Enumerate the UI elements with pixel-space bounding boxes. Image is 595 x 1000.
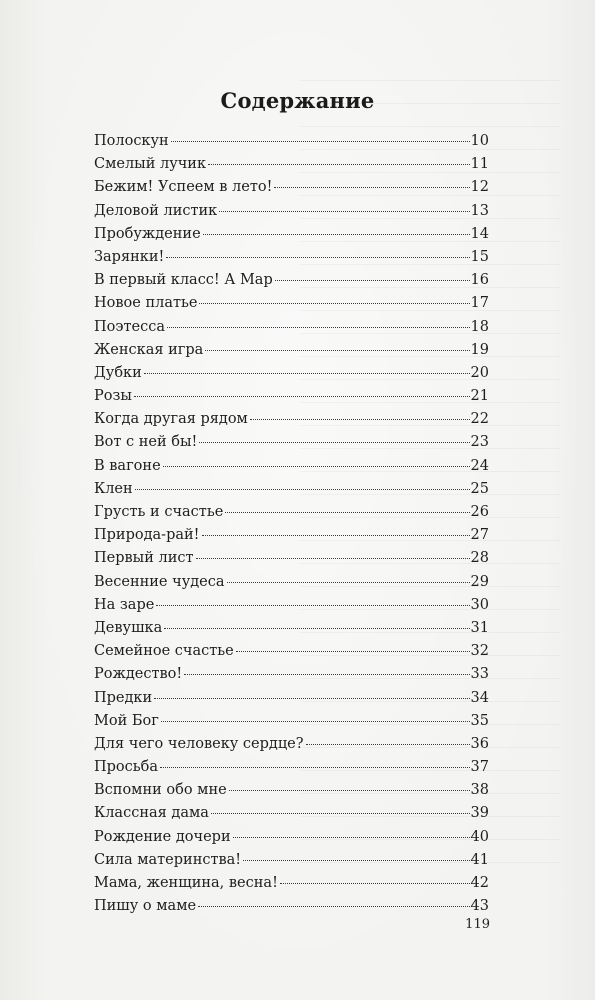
toc-entry-title: Мама, женщина, весна! bbox=[94, 875, 278, 891]
toc-entry-page: 42 bbox=[470, 875, 489, 891]
toc-entry-page: 14 bbox=[470, 225, 489, 242]
page-title: Содержание bbox=[220, 88, 375, 113]
dot-leader bbox=[227, 582, 470, 583]
dot-leader bbox=[306, 744, 470, 745]
toc-entry-title: Природа-рай! bbox=[94, 527, 200, 544]
toc-entry-title: Рождество! bbox=[94, 666, 183, 683]
toc-entry-title: Когда другая рядом bbox=[94, 411, 248, 428]
dot-leader bbox=[275, 280, 470, 281]
toc-entry-title: Девушка bbox=[94, 619, 163, 636]
toc-entry-title: Смелый лучик bbox=[94, 156, 207, 173]
toc-entry-title: На заре bbox=[94, 596, 155, 613]
toc-entry-title: Женская игра bbox=[94, 341, 204, 358]
toc-entry-title: Весенние чудеса bbox=[94, 573, 225, 590]
dot-leader bbox=[211, 813, 470, 814]
dot-leader bbox=[198, 906, 469, 907]
toc-entry-page: 18 bbox=[470, 318, 489, 335]
toc-entry-page: 34 bbox=[470, 689, 489, 706]
toc-entry bbox=[94, 365, 489, 388]
dot-leader bbox=[135, 489, 470, 490]
toc-entry bbox=[94, 458, 489, 481]
dot-leader bbox=[161, 721, 470, 722]
toc-entry bbox=[94, 388, 489, 411]
toc-entry-title: Клен bbox=[94, 480, 133, 497]
toc-entry bbox=[94, 156, 489, 179]
toc-entry-page: 13 bbox=[470, 202, 489, 219]
toc-entry-title: Рождение дочери bbox=[94, 828, 231, 845]
toc-entry bbox=[94, 133, 489, 156]
table-of-contents bbox=[94, 133, 489, 921]
toc-entry bbox=[94, 527, 489, 550]
toc-entry-title: Классная дама bbox=[94, 805, 209, 822]
dot-leader bbox=[233, 837, 470, 838]
toc-entry-page: 27 bbox=[470, 527, 489, 544]
toc-entry bbox=[94, 805, 489, 828]
toc-entry-page: 39 bbox=[470, 805, 489, 822]
toc-entry bbox=[94, 597, 489, 620]
toc-entry-page: 31 bbox=[470, 619, 489, 636]
toc-entry-title: В вагоне bbox=[94, 457, 161, 474]
toc-entry bbox=[94, 666, 489, 689]
toc-entry-title: Мой Бог bbox=[94, 712, 159, 729]
dot-leader bbox=[243, 860, 469, 861]
dot-leader bbox=[154, 698, 469, 699]
toc-entry bbox=[94, 782, 489, 805]
toc-entry bbox=[94, 620, 489, 643]
toc-entry-page: 16 bbox=[470, 272, 489, 289]
toc-entry-page: 24 bbox=[470, 457, 489, 474]
dot-leader bbox=[184, 674, 469, 675]
dot-leader bbox=[171, 141, 470, 142]
toc-entry bbox=[94, 226, 489, 249]
toc-entry bbox=[94, 713, 489, 736]
toc-entry-page: 43 bbox=[470, 898, 489, 915]
toc-entry-title: Бежим! Успеем в лето! bbox=[94, 179, 273, 196]
toc-entry-title: Первый лист bbox=[94, 550, 194, 567]
toc-entry-page: 22 bbox=[470, 411, 489, 428]
dot-leader bbox=[280, 883, 470, 884]
toc-entry-page: 30 bbox=[470, 596, 489, 613]
dot-leader bbox=[236, 651, 470, 652]
toc-entry bbox=[94, 203, 489, 226]
dot-leader bbox=[219, 211, 469, 212]
toc-entry-title: Зарянки! bbox=[94, 248, 165, 265]
toc-entry bbox=[94, 249, 489, 272]
toc-entry-title: Деловой листик bbox=[94, 202, 218, 219]
dot-leader bbox=[199, 442, 469, 443]
toc-entry bbox=[94, 295, 489, 318]
toc-entry-page: 12 bbox=[470, 179, 489, 196]
toc-entry bbox=[94, 411, 489, 434]
toc-entry bbox=[94, 342, 489, 365]
toc-entry bbox=[94, 550, 489, 573]
toc-entry-page: 32 bbox=[470, 643, 489, 660]
toc-entry bbox=[94, 875, 489, 898]
toc-entry-title: Предки bbox=[94, 689, 153, 706]
toc-entry bbox=[94, 643, 489, 666]
dot-leader bbox=[250, 419, 470, 420]
dot-leader bbox=[203, 234, 470, 235]
toc-entry-page: 41 bbox=[470, 851, 489, 868]
dot-leader bbox=[144, 373, 470, 374]
toc-entry-page: 17 bbox=[470, 295, 489, 312]
toc-entry-page: 20 bbox=[470, 364, 489, 381]
toc-entry-page: 37 bbox=[470, 759, 489, 776]
dot-leader bbox=[208, 164, 470, 165]
toc-entry-title: Полоскун bbox=[94, 133, 169, 149]
toc-entry-page: 40 bbox=[470, 828, 489, 845]
toc-entry-title: В первый класс! А Мар bbox=[94, 272, 273, 289]
toc-entry-title: Пишу о маме bbox=[94, 898, 197, 915]
dot-leader bbox=[229, 790, 470, 791]
toc-entry-page: 36 bbox=[470, 735, 489, 752]
dot-leader bbox=[163, 466, 470, 467]
toc-entry bbox=[94, 574, 489, 597]
toc-entry bbox=[94, 898, 489, 921]
toc-entry-title: Семейное счастье bbox=[94, 643, 234, 660]
toc-entry-page: 19 bbox=[470, 341, 489, 358]
toc-entry-page: 10 bbox=[470, 133, 489, 149]
dot-leader bbox=[156, 605, 469, 606]
toc-entry-page: 28 bbox=[470, 550, 489, 567]
toc-entry-title: Новое платье bbox=[94, 295, 198, 312]
dot-leader bbox=[199, 303, 469, 304]
toc-entry-title: Просьба bbox=[94, 759, 159, 776]
toc-entry bbox=[94, 481, 489, 504]
toc-entry bbox=[94, 829, 489, 852]
toc-entry-title: Розы bbox=[94, 388, 132, 405]
dot-leader bbox=[166, 257, 469, 258]
dot-leader bbox=[202, 535, 470, 536]
toc-entry-page: 33 bbox=[470, 666, 489, 683]
toc-entry bbox=[94, 319, 489, 342]
dot-leader bbox=[196, 558, 470, 559]
toc-entry bbox=[94, 179, 489, 202]
toc-entry bbox=[94, 272, 489, 295]
toc-entry bbox=[94, 852, 489, 875]
dot-leader bbox=[274, 187, 469, 188]
toc-entry-title: Вот с ней бы! bbox=[94, 434, 198, 451]
toc-entry bbox=[94, 690, 489, 713]
toc-entry-title: Дубки bbox=[94, 364, 142, 381]
dot-leader bbox=[167, 327, 470, 328]
toc-entry-page: 11 bbox=[470, 156, 489, 173]
toc-entry bbox=[94, 504, 489, 527]
toc-entry-page: 29 bbox=[470, 573, 489, 590]
dot-leader bbox=[164, 628, 469, 629]
toc-entry-title: Вспомни обо мне bbox=[94, 782, 227, 799]
toc-entry-title: Для чего человеку сердце? bbox=[94, 735, 304, 752]
toc-entry bbox=[94, 759, 489, 782]
dot-leader bbox=[160, 767, 470, 768]
toc-entry-page: 26 bbox=[470, 504, 489, 520]
dot-leader bbox=[225, 512, 469, 513]
dot-leader bbox=[134, 396, 470, 397]
toc-entry-title: Грусть и счастье bbox=[94, 504, 224, 520]
toc-entry-title: Сила материнства! bbox=[94, 851, 242, 868]
dot-leader bbox=[205, 350, 469, 351]
toc-entry-page: 21 bbox=[470, 388, 489, 405]
toc-entry bbox=[94, 736, 489, 759]
toc-entry-page: 23 bbox=[470, 434, 489, 451]
toc-entry-page: 15 bbox=[470, 248, 489, 265]
toc-entry bbox=[94, 434, 489, 457]
toc-entry-page: 25 bbox=[470, 480, 489, 497]
toc-entry-page: 35 bbox=[470, 712, 489, 729]
page-number: 119 bbox=[465, 917, 490, 932]
toc-entry-page: 38 bbox=[470, 782, 489, 799]
toc-entry-title: Поэтесса bbox=[94, 318, 165, 335]
toc-entry-title: Пробуждение bbox=[94, 225, 201, 242]
